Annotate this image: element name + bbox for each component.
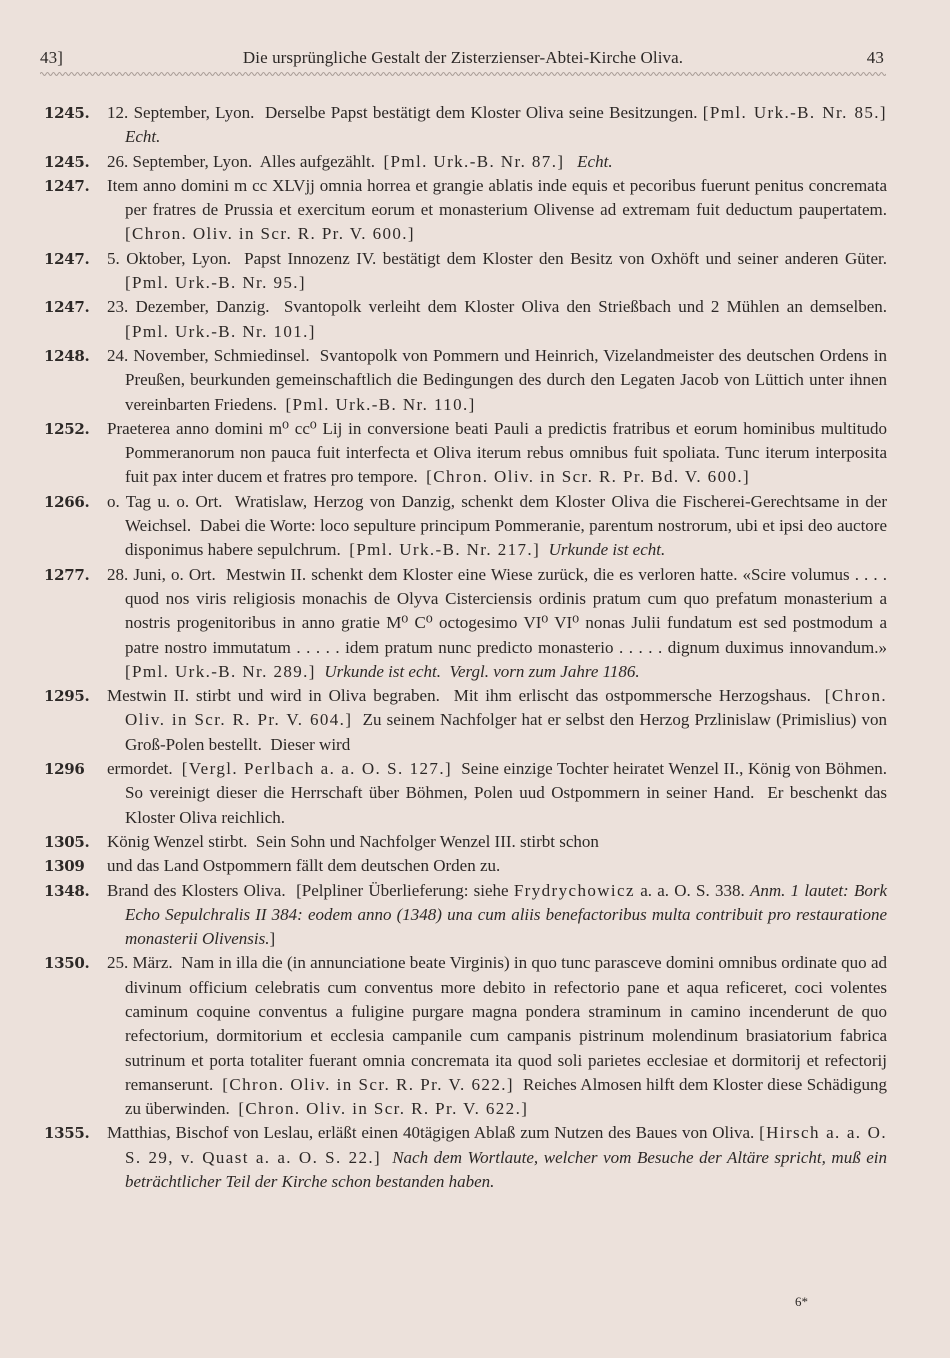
source-citation: [Pml. Urk.-B. Nr. 85.]: [702, 103, 887, 122]
source-citation: [Pml. Urk.-B. Nr. 110.]: [285, 394, 476, 414]
text-run: ermordet.: [107, 759, 182, 779]
entry-year: 1309: [44, 857, 85, 876]
text-run: 24. November, Schmiedinsel. Svantopolk von Pommern und Heinrich, Vizelandmeister des deutschen Ordens in Preußen, beurkunden gemeinschaftlich die Bedingungen des durch den Legaten Jacob von Lüttich unter ihnen vereinbarten Friedens.: [107, 345, 892, 414]
entry-text: [107, 346, 891, 414]
chronology-entry: [44, 150, 887, 174]
text-run: [887, 103, 896, 122]
text-run: 23. Dezember, Danzig. Svantopolk verleiht dem Kloster Oliva den Strießbach und 2 Mühlen an demselben.: [107, 297, 896, 317]
chronology-entry: [44, 417, 892, 490]
text-run: Praeterea anno domini m⁰ cc⁰ Lij in conversione beati Pauli a predictis fratribus et eorum hominibus multitudo Pommeranorum non pauca fuit interfecta et Oliva iterum rebus omnibus fuit spoliata. Tunc iterum interposita fuit pax inter ducem et fratres pro tempore.: [107, 418, 892, 487]
header-page-number: 43: [866, 48, 884, 67]
entry-year: 1296: [44, 760, 85, 779]
source-citation: [Pml. Urk.-B. Nr. 289.]: [125, 661, 316, 681]
text-run: König Wenzel stirbt. Sein Sohn und Nachfolger Wenzel III. stirbt schon: [107, 831, 599, 851]
chronology-entry: [44, 854, 887, 878]
text-run: o. Tag u. o. Ort. Wratislaw, Herzog von Danzig, schenkt dem Kloster Oliva die Fischerei-Gerechtsame in der Weichsel. Dabei die Worte: loco sepulture principum Pommeranie, parentum nostrorum, ubi et ipsi deo auctore disponimus habere sepulchrum.: [107, 491, 892, 560]
entry-year: 1305.: [44, 832, 90, 851]
source-citation: [Pml. Urk.-B. Nr. 101.]: [125, 321, 316, 341]
chronology-entry: [44, 295, 896, 344]
entry-text: [107, 103, 896, 146]
chronology-entry: [44, 879, 892, 952]
source-citation: Frydrychowicz: [513, 880, 635, 900]
text-run: 5. Oktober, Lyon. Papst Innozenz IV. bestätigt dem Kloster den Besitz von Oxhöft und seiner anderen Güter.: [107, 248, 896, 268]
chronology-entry: [44, 247, 896, 296]
chronology-entry: [44, 563, 896, 684]
entry-year: 1248.: [44, 346, 90, 365]
entry-year: 1277.: [44, 565, 90, 584]
entry-text: [107, 686, 893, 754]
entry-text: [107, 1123, 893, 1191]
entry-year: 1245.: [44, 152, 90, 171]
source-citation: [Pml. Urk.-B. Nr. 95.]: [125, 273, 306, 293]
text-run: [540, 540, 549, 559]
printer-signature: 6*: [795, 1294, 808, 1309]
wavy-header-rule: [40, 70, 886, 78]
text-run: Matthias, Bischof von Leslau, erläßt einen 40tägigen Ablaß zum Nutzen des Baues von Oliva.: [107, 1123, 760, 1143]
wavy-rule-graphic: [40, 70, 886, 78]
entry-year: 1247.: [44, 298, 90, 317]
entry-year: 1348.: [44, 881, 90, 900]
source-citation: [Hirsch a. a. O. S. 29, v. Quast a. a. O. S. 22.]: [125, 1123, 893, 1167]
text-run: 26. September, Lyon. Alles aufgezählt.: [107, 151, 384, 171]
entry-text: [107, 832, 599, 851]
entry-year: 1266.: [44, 492, 90, 511]
chronology-entry: [44, 344, 892, 417]
entry-text: [107, 176, 896, 244]
entry-text: [107, 297, 896, 340]
chronology-entry: [44, 757, 896, 830]
text-run: und das Land Ostpommern fällt dem deutschen Orden zu.: [107, 856, 501, 876]
entry-year: 1350.: [44, 954, 90, 973]
source-citation: [Chron. Oliv. in Scr. R. Pr. V. 604.]: [125, 686, 893, 730]
chronology-entry: [44, 830, 887, 854]
chronology-entry: [44, 174, 896, 247]
header-title: Die ursprüngliche Gestalt der Zisterzienser-Abtei-Kirche Oliva.: [242, 48, 684, 67]
source-citation: [Chron. Oliv. in Scr. R. Pr. V. 622.]: [222, 1074, 514, 1094]
entry-text: [107, 419, 891, 487]
entry-year: 1295.: [44, 687, 90, 706]
italic-remark: Urkunde ist echt.: [548, 540, 666, 560]
chronology-entries: [44, 101, 896, 1194]
entry-year: 1247.: [44, 176, 90, 195]
entry-text: [107, 881, 891, 949]
entry-text: [107, 152, 613, 171]
text-run: a. a. O. S. 338.: [634, 880, 750, 900]
text-run: Reiches Almosen hilft dem Kloster diese Schädigung zu überwinden.: [125, 1074, 892, 1119]
entry-year: 1252.: [44, 419, 90, 438]
entry-text: [107, 249, 896, 292]
entry-text: [107, 492, 891, 560]
text-run: Mestwin II. stirbt und wird in Oliva begraben. Mit ihm erlischt das ostpommersche Herzogshaus.: [107, 686, 825, 706]
text-run: [381, 1148, 392, 1167]
chronology-entry: [44, 490, 892, 563]
text-run: [564, 152, 577, 171]
source-citation: [Chron. Oliv. in Scr. R. Pr. V. 600.]: [125, 224, 415, 244]
chronology-entry: [44, 951, 892, 1121]
header-page-ref: 43]: [40, 48, 63, 67]
italic-remark: Echt.: [577, 151, 613, 171]
text-run: Item anno domini m cc XLVjj omnia horrea et grangie ablatis inde equis et pecoribus fuerunt penitus concremata per fratres de Prussia et exercitum eorum et monasterium Olivense ad extremam fuit deductum paupertatem.: [107, 175, 896, 220]
entry-text: [107, 759, 895, 827]
entry-text: [107, 565, 896, 681]
entry-year: 1247.: [44, 249, 90, 268]
text-run: Seine einzige Tochter heiratet Wenzel II., König von Böhmen. So vereinigt dieser die Herrschaft über Böhmen, Polen uud Ostpommern in seiner Hand. Er beschenkt das Kloster Oliva reichlich.: [125, 759, 896, 827]
source-citation: [Pml. Urk.-B. Nr. 217.]: [349, 540, 541, 560]
italic-remark: Echt.: [125, 127, 161, 147]
entry-year: 1355.: [44, 1124, 90, 1143]
running-header: [40, 48, 886, 72]
italic-remark: Nach dem Wortlaute, welcher vom Besuche der Altäre spricht, muß ein beträchtlicher Teil der Kirche schon bestanden haben.: [125, 1147, 892, 1192]
text-run: Zu seinem Nachfolger hat er selbst den Herzog Przlinislaw (Primislius) von Groß-Polen bestellt. Dieser wird: [125, 710, 892, 754]
source-citation: [Chron. Oliv. in Scr. R. Pr. Bd. V. 600.]: [426, 467, 751, 487]
text-run: 28. Juni, o. Ort. Mestwin II. schenkt dem Kloster eine Wiese zurück, die es verloren hatte. «Scire volumus . . . . quod nos viris religiosis monachis de Olyva Cisterciensis ordinis pratum cum quo prefatum monasterium a nostris progenitoribus in anno gratie M⁰ C⁰ octogesimo VI⁰ VI⁰ nonas Julii fundatum est sed postmodum a patre nostro immutatum . . . . . idem pratum nunc predicto monasterio . . . . . dignum duximus innovandum.»: [107, 564, 896, 657]
chronology-entry: [44, 684, 893, 757]
entry-text: [107, 856, 500, 875]
entry-year: 1245.: [44, 104, 90, 122]
italic-remark: Urkunde ist echt. Vergl. vorn zum Jahre 1186.: [324, 661, 640, 681]
text-run: 25. März. Nam in illa die (in annunciatione beate Virginis) in quo tunc parasceve domini omnibus ordinate quo ad divinum officium celebratis cum conventus more debito in refectorio pane et aqua reficeret, coci volentes caminum coquine conventus a fuligine purgare magna pondera straminum in camino incenderunt de quo refectorium, dormitorium et ecclesia campanile cum campanis pistrinum molendinum brasiatorium fabrica sutrinum et porta totaliter fuerant omnia concremata ita quod soli parietes ecclesiae et dormitorij et refectorij remanserunt.: [107, 953, 892, 1094]
text-run: Brand des Klosters Oliva. [Pelpliner Überlieferung: siehe: [107, 880, 514, 900]
italic-remark: Anm. 1 lautet: Bork Echo Sepulchralis II 384: eodem anno (1348) una cum aliis benefactoribus multa contribuit pro restauratione monasterii Olivensis.: [125, 880, 892, 949]
source-citation: [Vergl. Perlbach a. a. O. S. 127.]: [181, 759, 453, 779]
text-run: ]: [269, 929, 276, 949]
text-run: 12. September, Lyon. Derselbe Papst bestätigt dem Kloster Oliva seine Besitzungen.: [107, 103, 703, 122]
chronology-entry: [44, 1121, 893, 1194]
entry-text: [107, 953, 891, 1118]
source-citation: [Chron. Oliv. in Scr. R. Pr. V. 622.]: [238, 1099, 529, 1119]
source-citation: [Pml. Urk.-B. Nr. 87.]: [383, 151, 565, 171]
chronology-entry: [44, 101, 887, 150]
